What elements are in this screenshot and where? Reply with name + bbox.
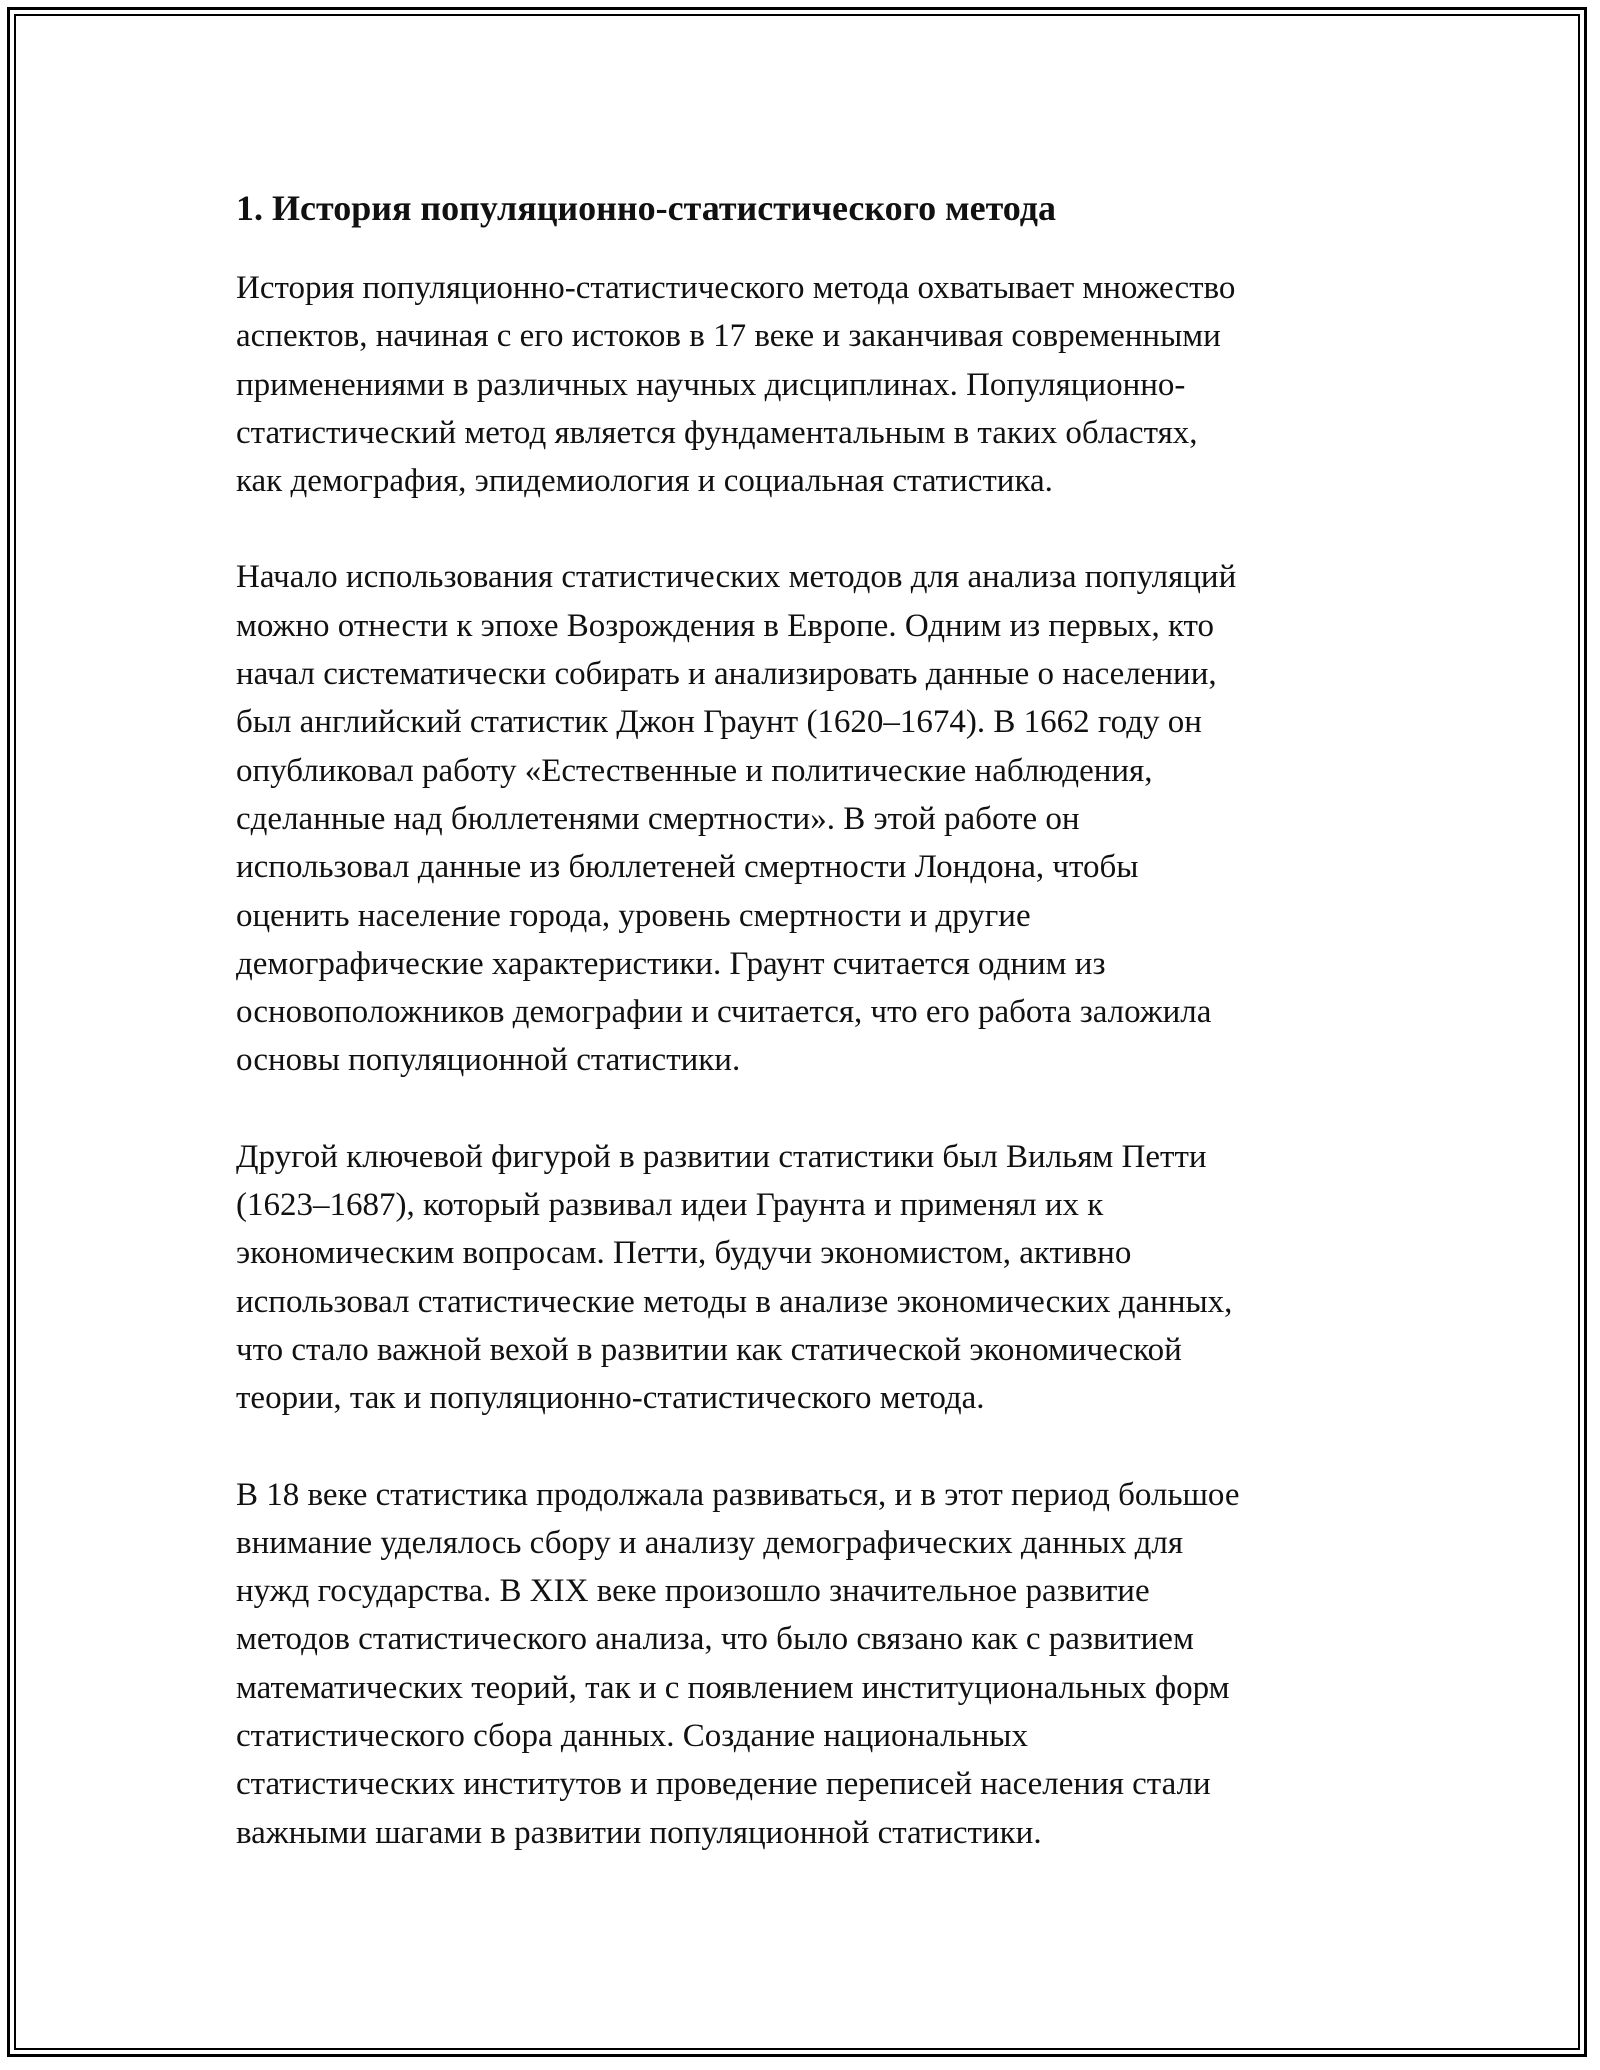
text-line: как демография, эпидемиология и социальная статистика.	[236, 463, 1053, 500]
text-line: статистического сбора данных. Создание национальных	[236, 1718, 1028, 1755]
section-heading: 1. История популяционно-статистического метода	[236, 188, 1056, 228]
text-line: статистический метод является фундаментальным в таких областях,	[236, 414, 1198, 451]
text-line: использовал данные из бюллетеней смертности Лондона, чтобы	[236, 849, 1139, 886]
text-line: использовал статистические методы в анализе экономических данных,	[236, 1283, 1233, 1320]
text-line: начал систематически собирать и анализировать данные о населении,	[236, 656, 1217, 693]
text-line: опубликовал работу «Естественные и политические наблюдения,	[236, 752, 1153, 789]
text-line: что стало важной вехой в развитии как статической экономической	[236, 1331, 1182, 1368]
text-line: демографические характеристики. Граунт считается одним из	[236, 945, 1106, 982]
text-line: внимание уделялось сбору и анализу демографических данных для	[236, 1524, 1184, 1561]
text-line: статистических институтов и проведение переписей населения стали	[236, 1766, 1211, 1803]
text-line: основоположников демографии и считается, что его работа заложила	[236, 994, 1212, 1031]
text-line: В 18 веке статистика продолжала развиваться, и в этот период большое	[236, 1476, 1240, 1513]
text-line: нужд государства. В XIX веке произошло значительное развитие	[236, 1573, 1150, 1610]
text-line: математических теорий, так и с появлением институциональных форм	[236, 1669, 1230, 1706]
text-line: был английский статистик Джон Граунт (1620–1674). В 1662 году он	[236, 704, 1202, 741]
text-line: (1623–1687), который развивал идеи Граунта и применял их к	[236, 1187, 1104, 1224]
document-body	[236, 186, 1366, 1905]
text-line: сделанные над бюллетенями смертности». В этой работе он	[236, 800, 1080, 837]
text-line: теории, так и популяционно-статистического метода.	[236, 1380, 985, 1417]
paragraph-18-19-century	[236, 1471, 1366, 1857]
text-line: основы популяционной статистики.	[236, 1042, 741, 1079]
text-line: важными шагами в развитии популяционной статистики.	[236, 1814, 1042, 1851]
text-line: История популяционно-статистического метода охватывает множество	[236, 270, 1236, 306]
text-line: экономическим вопросам. Петти, будучи экономистом, активно	[236, 1235, 1132, 1272]
paragraph-intro	[236, 264, 1366, 505]
text-line: аспектов, начиная с его истоков в 17 веке и заканчивая современными	[236, 318, 1221, 355]
paragraph-graunt	[236, 553, 1366, 1084]
text-line: применениями в различных научных дисциплинах. Популяционно-	[236, 366, 1186, 403]
text-line: Другой ключевой фигурой в развитии статистики был Вильям Петти	[236, 1138, 1207, 1175]
text-line: Начало использования статистических методов для анализа популяций	[236, 559, 1237, 596]
text-line: методов статистического анализа, что было связано как с развитием	[236, 1621, 1194, 1658]
text-line: оценить население города, уровень смертности и другие	[236, 897, 1031, 934]
paragraph-petty	[236, 1133, 1366, 1423]
text-line: можно отнести к эпохе Возрождения в Европе. Одним из первых, кто	[236, 607, 1215, 644]
